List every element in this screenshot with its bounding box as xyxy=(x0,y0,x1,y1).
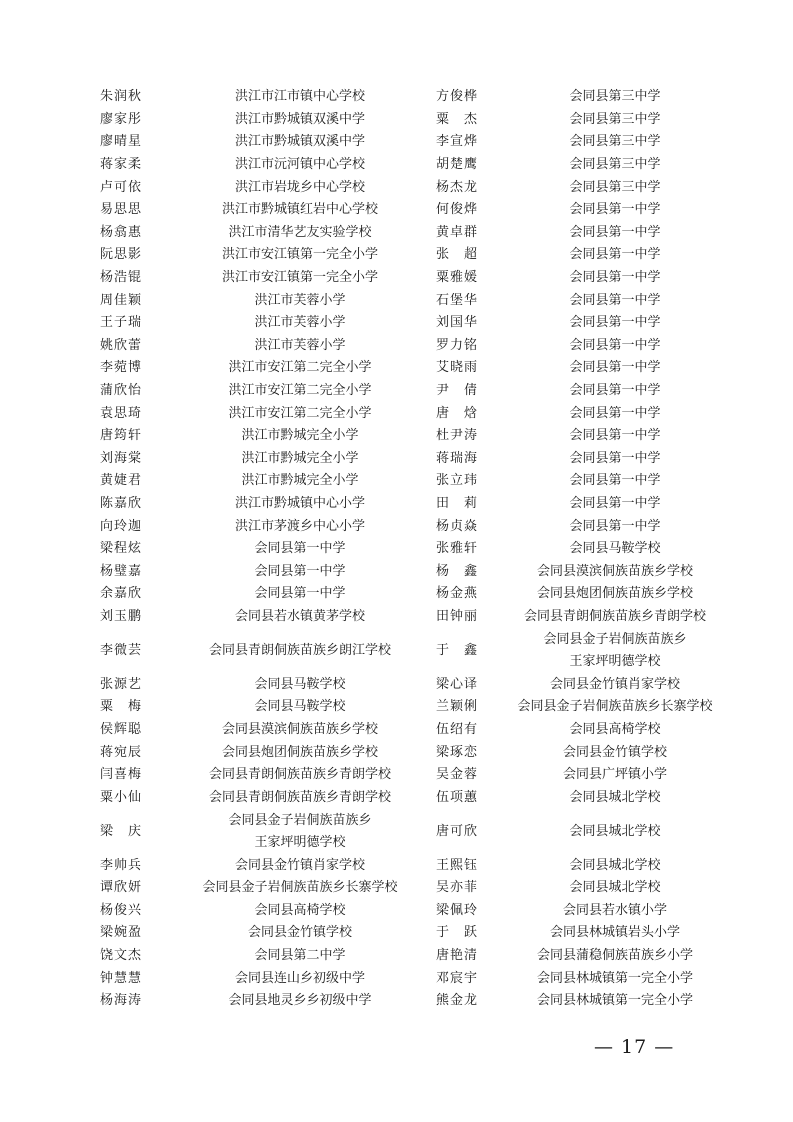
school-name-left xyxy=(180,425,420,448)
school-name-left xyxy=(180,402,420,425)
table-row xyxy=(0,267,793,290)
school-line: 会同县第一中学 xyxy=(569,473,661,489)
table-row xyxy=(0,674,793,697)
student-name-right: 罗力铭 xyxy=(436,337,479,353)
school-line: 洪江市安江镇第一完全小学 xyxy=(221,247,378,263)
school-line: 会同县马鞍学校 xyxy=(254,699,346,715)
school-line: 会同县第三中学 xyxy=(569,89,661,105)
table-row xyxy=(0,741,793,764)
table-row xyxy=(0,877,793,900)
school-line: 王家坪明德学校 xyxy=(254,834,346,850)
student-name-left: 侯辉聪 xyxy=(100,722,143,738)
table-row xyxy=(0,199,793,222)
school-name-left xyxy=(180,335,420,358)
school-line: 会同县林城镇第一完全小学 xyxy=(536,993,693,1009)
school-name-right xyxy=(490,764,740,787)
school-line: 洪江市芙蓉小学 xyxy=(254,315,346,331)
school-name-left xyxy=(180,109,420,132)
school-line: 会同县第一中学 xyxy=(254,586,346,602)
school-line: 会同县第一中学 xyxy=(569,360,661,376)
student-name-left: 杨璧嘉 xyxy=(100,563,143,579)
school-name-left xyxy=(180,561,420,584)
school-name-left xyxy=(180,131,420,154)
student-name-left: 杨海涛 xyxy=(100,993,143,1009)
student-name-right: 王熙钰 xyxy=(436,857,479,873)
school-line: 会同县高椅学校 xyxy=(254,902,346,918)
school-name-right xyxy=(490,606,740,629)
table-row xyxy=(0,990,793,1013)
school-name-right xyxy=(490,809,740,854)
school-name-left xyxy=(180,787,420,810)
student-name-right: 艾晓雨 xyxy=(436,360,479,376)
school-line: 洪江市沅河镇中心学校 xyxy=(234,157,365,173)
school-name-right xyxy=(490,402,740,425)
school-line: 会同县若水镇黄茅学校 xyxy=(234,609,365,625)
student-name-left: 粟 梅 xyxy=(100,699,143,715)
school-name-left xyxy=(180,854,420,877)
school-name-left xyxy=(180,967,420,990)
student-name-right: 杨金燕 xyxy=(436,586,479,602)
table-row xyxy=(0,425,793,448)
school-line: 会同县金子岩侗族苗族乡长寨学校 xyxy=(202,880,398,896)
school-name-left xyxy=(180,380,420,403)
school-line: 会同县第一中学 xyxy=(254,563,346,579)
school-line: 会同县金子岩侗族苗族乡长寨学校 xyxy=(517,699,713,715)
school-name-left xyxy=(180,945,420,968)
school-name-left xyxy=(180,696,420,719)
school-name-left xyxy=(180,222,420,245)
table-row xyxy=(0,561,793,584)
student-name-left: 蒋家柔 xyxy=(100,157,143,173)
school-line: 会同县城北学校 xyxy=(569,789,661,805)
school-line: 会同县第一中学 xyxy=(569,247,661,263)
school-line: 洪江市黔城完全小学 xyxy=(241,450,359,466)
student-name-right: 于 鑫 xyxy=(436,642,479,658)
school-name-right xyxy=(490,628,740,673)
school-line: 会同县第三中学 xyxy=(569,134,661,150)
school-name-right xyxy=(490,109,740,132)
student-name-right: 胡楚鹰 xyxy=(436,157,479,173)
student-name-right: 张雅轩 xyxy=(436,541,479,557)
table-row xyxy=(0,696,793,719)
school-line: 会同县高椅学校 xyxy=(569,722,661,738)
school-name-right xyxy=(490,154,740,177)
student-name-right: 邓宸宇 xyxy=(436,970,479,986)
student-name-right: 杨 鑫 xyxy=(436,563,479,579)
school-line: 会同县马鞍学校 xyxy=(254,676,346,692)
table-row xyxy=(0,628,793,673)
student-name-right: 李宣烨 xyxy=(436,134,479,150)
school-line: 洪江市黔城镇中心小学 xyxy=(234,496,365,512)
school-line: 会同县金子岩侗族苗族乡 xyxy=(228,812,372,828)
student-name-right: 张立玮 xyxy=(436,473,479,489)
school-name-right xyxy=(490,538,740,561)
student-name-right: 刘国华 xyxy=(436,315,479,331)
student-name-left: 李帅兵 xyxy=(100,857,143,873)
student-name-right: 杨贞焱 xyxy=(436,518,479,534)
school-line: 会同县炮团侗族苗族乡学校 xyxy=(536,586,693,602)
school-name-right xyxy=(490,448,740,471)
student-name-right: 粟 杰 xyxy=(436,111,479,127)
student-name-left: 闫喜梅 xyxy=(100,767,143,783)
school-name-right xyxy=(490,515,740,538)
school-name-left xyxy=(180,515,420,538)
table-row xyxy=(0,380,793,403)
school-name-right xyxy=(490,922,740,945)
student-name-right: 唐 焓 xyxy=(436,405,479,421)
student-name-right: 吴金蓉 xyxy=(436,767,479,783)
school-name-left xyxy=(180,86,420,109)
student-name-left: 周佳颖 xyxy=(100,292,143,308)
school-line: 会同县林城镇第一完全小学 xyxy=(536,970,693,986)
table-row xyxy=(0,244,793,267)
student-name-left: 张源艺 xyxy=(100,676,143,692)
school-line: 会同县第一中学 xyxy=(569,518,661,534)
student-name-left: 卢可依 xyxy=(100,179,143,195)
student-name-left: 廖晴星 xyxy=(100,134,143,150)
student-name-left: 李微芸 xyxy=(100,642,143,658)
school-line: 会同县青朗侗族苗族乡朗江学校 xyxy=(208,642,391,658)
school-line: 洪江市黔城镇双溪中学 xyxy=(234,111,365,127)
school-name-left xyxy=(180,357,420,380)
student-name-left: 刘海棠 xyxy=(100,450,143,466)
school-line: 洪江市芙蓉小学 xyxy=(254,292,346,308)
school-name-left xyxy=(180,583,420,606)
student-name-left: 李菀博 xyxy=(100,360,143,376)
school-line: 会同县第一中学 xyxy=(569,292,661,308)
school-line: 洪江市黔城完全小学 xyxy=(241,428,359,444)
student-name-left: 杨浩锟 xyxy=(100,270,143,286)
student-name-left: 朱润秋 xyxy=(100,89,143,105)
school-name-right xyxy=(490,470,740,493)
student-name-left: 梁 庆 xyxy=(100,823,143,839)
school-name-left xyxy=(180,493,420,516)
school-line: 洪江市茅渡乡中心小学 xyxy=(234,518,365,534)
school-line: 会同县漠滨侗族苗族乡学校 xyxy=(536,563,693,579)
table-row xyxy=(0,764,793,787)
student-name-left: 唐筠轩 xyxy=(100,428,143,444)
school-name-left xyxy=(180,448,420,471)
school-name-right xyxy=(490,696,740,719)
table-row xyxy=(0,900,793,923)
student-name-right: 田钟丽 xyxy=(436,609,479,625)
table-row xyxy=(0,448,793,471)
school-line: 洪江市黔城镇红岩中心学校 xyxy=(221,202,378,218)
student-name-left: 刘玉鹏 xyxy=(100,609,143,625)
student-name-right: 吴亦菲 xyxy=(436,880,479,896)
student-name-left: 廖家彤 xyxy=(100,111,143,127)
school-name-right xyxy=(490,967,740,990)
school-name-right xyxy=(490,335,740,358)
table-row xyxy=(0,222,793,245)
school-name-left xyxy=(180,674,420,697)
school-name-right xyxy=(490,357,740,380)
school-name-right xyxy=(490,312,740,335)
school-name-right xyxy=(490,244,740,267)
school-name-right xyxy=(490,380,740,403)
student-name-left: 向玲迦 xyxy=(100,518,143,534)
table-row xyxy=(0,154,793,177)
table-row xyxy=(0,809,793,854)
school-line: 洪江市清华艺友实验学校 xyxy=(228,224,372,240)
student-name-right: 尹 倩 xyxy=(436,383,479,399)
school-line: 会同县青朗侗族苗族乡青朗学校 xyxy=(208,789,391,805)
school-name-left xyxy=(180,154,420,177)
school-line: 会同县蒲稳侗族苗族乡小学 xyxy=(536,948,693,964)
school-name-right xyxy=(490,561,740,584)
student-name-left: 杨翕惠 xyxy=(100,224,143,240)
school-name-right xyxy=(490,199,740,222)
student-name-right: 张 超 xyxy=(436,247,479,263)
school-name-right xyxy=(490,267,740,290)
school-line: 会同县第一中学 xyxy=(569,450,661,466)
student-name-left: 蒋宛辰 xyxy=(100,744,143,760)
student-name-right: 伍绍有 xyxy=(436,722,479,738)
school-line: 王家坪明德学校 xyxy=(569,653,661,669)
student-name-left: 梁婉盈 xyxy=(100,925,143,941)
school-name-right xyxy=(490,289,740,312)
student-name-right: 于 跃 xyxy=(436,925,479,941)
school-line: 洪江市岩垅乡中心学校 xyxy=(234,179,365,195)
school-name-right xyxy=(490,741,740,764)
page-number: — 17 — xyxy=(594,1036,675,1058)
school-name-left xyxy=(180,267,420,290)
student-name-right: 伍项蕙 xyxy=(436,789,479,805)
school-name-right xyxy=(490,900,740,923)
table-row xyxy=(0,515,793,538)
school-name-left xyxy=(180,719,420,742)
school-line: 会同县第一中学 xyxy=(569,383,661,399)
school-line: 会同县连山乡初级中学 xyxy=(234,970,365,986)
school-line: 会同县金子岩侗族苗族乡 xyxy=(543,631,687,647)
table-row xyxy=(0,357,793,380)
table-row xyxy=(0,854,793,877)
school-name-left xyxy=(180,900,420,923)
school-name-left xyxy=(180,470,420,493)
school-name-left xyxy=(180,809,420,854)
student-name-right: 何俊烨 xyxy=(436,202,479,218)
school-line: 会同县地灵乡乡初级中学 xyxy=(228,993,372,1009)
school-line: 会同县马鞍学校 xyxy=(569,541,661,557)
school-name-right xyxy=(490,583,740,606)
school-name-right xyxy=(490,787,740,810)
school-line: 会同县金竹镇肖家学校 xyxy=(549,676,680,692)
school-line: 会同县第三中学 xyxy=(569,111,661,127)
table-row xyxy=(0,470,793,493)
school-line: 会同县第一中学 xyxy=(569,405,661,421)
student-name-right: 唐可欣 xyxy=(436,823,479,839)
school-name-left xyxy=(180,741,420,764)
school-line: 会同县第一中学 xyxy=(569,428,661,444)
table-row xyxy=(0,967,793,990)
school-line: 会同县林城镇岩头小学 xyxy=(549,925,680,941)
student-name-left: 饶文杰 xyxy=(100,948,143,964)
school-line: 会同县城北学校 xyxy=(569,823,661,839)
student-name-right: 石堡华 xyxy=(436,292,479,308)
school-line: 洪江市黔城镇双溪中学 xyxy=(234,134,365,150)
school-name-left xyxy=(180,244,420,267)
student-name-right: 田 莉 xyxy=(436,496,479,512)
student-name-left: 易思思 xyxy=(100,202,143,218)
student-name-left: 余嘉欣 xyxy=(100,586,143,602)
student-name-left: 黄婕君 xyxy=(100,473,143,489)
school-line: 会同县第三中学 xyxy=(569,157,661,173)
school-line: 洪江市安江镇第一完全小学 xyxy=(221,270,378,286)
table-row xyxy=(0,493,793,516)
school-name-left xyxy=(180,312,420,335)
school-name-right xyxy=(490,674,740,697)
table-row xyxy=(0,176,793,199)
school-name-right xyxy=(490,877,740,900)
school-name-left xyxy=(180,176,420,199)
school-line: 会同县青朗侗族苗族乡青朗学校 xyxy=(523,609,706,625)
school-line: 洪江市安江第二完全小学 xyxy=(228,383,372,399)
student-name-left: 杨俊兴 xyxy=(100,902,143,918)
student-name-right: 兰颖俐 xyxy=(436,699,479,715)
school-name-left xyxy=(180,877,420,900)
school-name-left xyxy=(180,606,420,629)
school-line: 会同县金竹镇学校 xyxy=(247,925,352,941)
school-line: 洪江市安江第二完全小学 xyxy=(228,405,372,421)
school-line: 会同县青朗侗族苗族乡青朗学校 xyxy=(208,767,391,783)
school-line: 洪江市黔城完全小学 xyxy=(241,473,359,489)
school-line: 会同县第一中学 xyxy=(254,541,346,557)
school-name-right xyxy=(490,945,740,968)
school-name-right xyxy=(490,131,740,154)
school-line: 会同县炮团侗族苗族乡学校 xyxy=(221,744,378,760)
table-row xyxy=(0,402,793,425)
school-line: 会同县第一中学 xyxy=(569,202,661,218)
school-name-right xyxy=(490,719,740,742)
school-line: 洪江市芙蓉小学 xyxy=(254,337,346,353)
table-row xyxy=(0,945,793,968)
student-name-left: 姚欣蕾 xyxy=(100,337,143,353)
school-name-left xyxy=(180,289,420,312)
student-name-left: 钟慧慧 xyxy=(100,970,143,986)
school-name-left xyxy=(180,922,420,945)
student-name-left: 谭欣妍 xyxy=(100,880,143,896)
school-line: 会同县若水镇小学 xyxy=(562,902,667,918)
school-name-right xyxy=(490,493,740,516)
student-name-right: 粟雅媛 xyxy=(436,270,479,286)
student-name-right: 梁心译 xyxy=(436,676,479,692)
table-row xyxy=(0,86,793,109)
school-name-right xyxy=(490,222,740,245)
table-row xyxy=(0,312,793,335)
school-line: 会同县广坪镇小学 xyxy=(562,767,667,783)
table-row xyxy=(0,131,793,154)
school-name-left xyxy=(180,628,420,673)
school-line: 会同县金竹镇肖家学校 xyxy=(234,857,365,873)
student-name-right: 黄卓群 xyxy=(436,224,479,240)
table-row xyxy=(0,109,793,132)
student-name-right: 梁琢恋 xyxy=(436,744,479,760)
school-name-left xyxy=(180,764,420,787)
school-name-right xyxy=(490,854,740,877)
student-name-left: 王子瑞 xyxy=(100,315,143,331)
school-name-right xyxy=(490,176,740,199)
school-name-right xyxy=(490,990,740,1013)
student-name-left: 陈嘉欣 xyxy=(100,496,143,512)
table-row xyxy=(0,606,793,629)
school-line: 会同县第二中学 xyxy=(254,948,346,964)
table-row xyxy=(0,787,793,810)
student-name-right: 熊金龙 xyxy=(436,993,479,1009)
school-line: 会同县金竹镇学校 xyxy=(562,744,667,760)
student-name-left: 粟小仙 xyxy=(100,789,143,805)
school-line: 会同县城北学校 xyxy=(569,857,661,873)
table-row xyxy=(0,289,793,312)
school-line: 会同县漠滨侗族苗族乡学校 xyxy=(221,722,378,738)
student-name-left: 阮思影 xyxy=(100,247,143,263)
school-line: 会同县第一中学 xyxy=(569,337,661,353)
student-name-left: 蒲欣怡 xyxy=(100,383,143,399)
school-name-right xyxy=(490,86,740,109)
table-row xyxy=(0,538,793,561)
student-name-right: 方俊桦 xyxy=(436,89,479,105)
student-name-right: 唐艳清 xyxy=(436,948,479,964)
school-line: 会同县第一中学 xyxy=(569,224,661,240)
school-name-right xyxy=(490,425,740,448)
school-name-left xyxy=(180,538,420,561)
student-name-left: 袁思琦 xyxy=(100,405,143,421)
student-name-left: 梁程炫 xyxy=(100,541,143,557)
student-name-right: 梁佩玲 xyxy=(436,902,479,918)
school-name-left xyxy=(180,199,420,222)
school-line: 会同县第三中学 xyxy=(569,179,661,195)
table-row xyxy=(0,719,793,742)
school-line: 洪江市江市镇中心学校 xyxy=(234,89,365,105)
school-name-left xyxy=(180,990,420,1013)
table-row xyxy=(0,583,793,606)
table-row xyxy=(0,335,793,358)
school-line: 会同县第一中学 xyxy=(569,315,661,331)
school-line: 会同县城北学校 xyxy=(569,880,661,896)
student-name-right: 杜尹涛 xyxy=(436,428,479,444)
table-row xyxy=(0,922,793,945)
school-line: 会同县第一中学 xyxy=(569,270,661,286)
student-name-right: 蒋瑞海 xyxy=(436,450,479,466)
school-line: 会同县第一中学 xyxy=(569,496,661,512)
student-name-right: 杨杰龙 xyxy=(436,179,479,195)
school-line: 洪江市安江第二完全小学 xyxy=(228,360,372,376)
